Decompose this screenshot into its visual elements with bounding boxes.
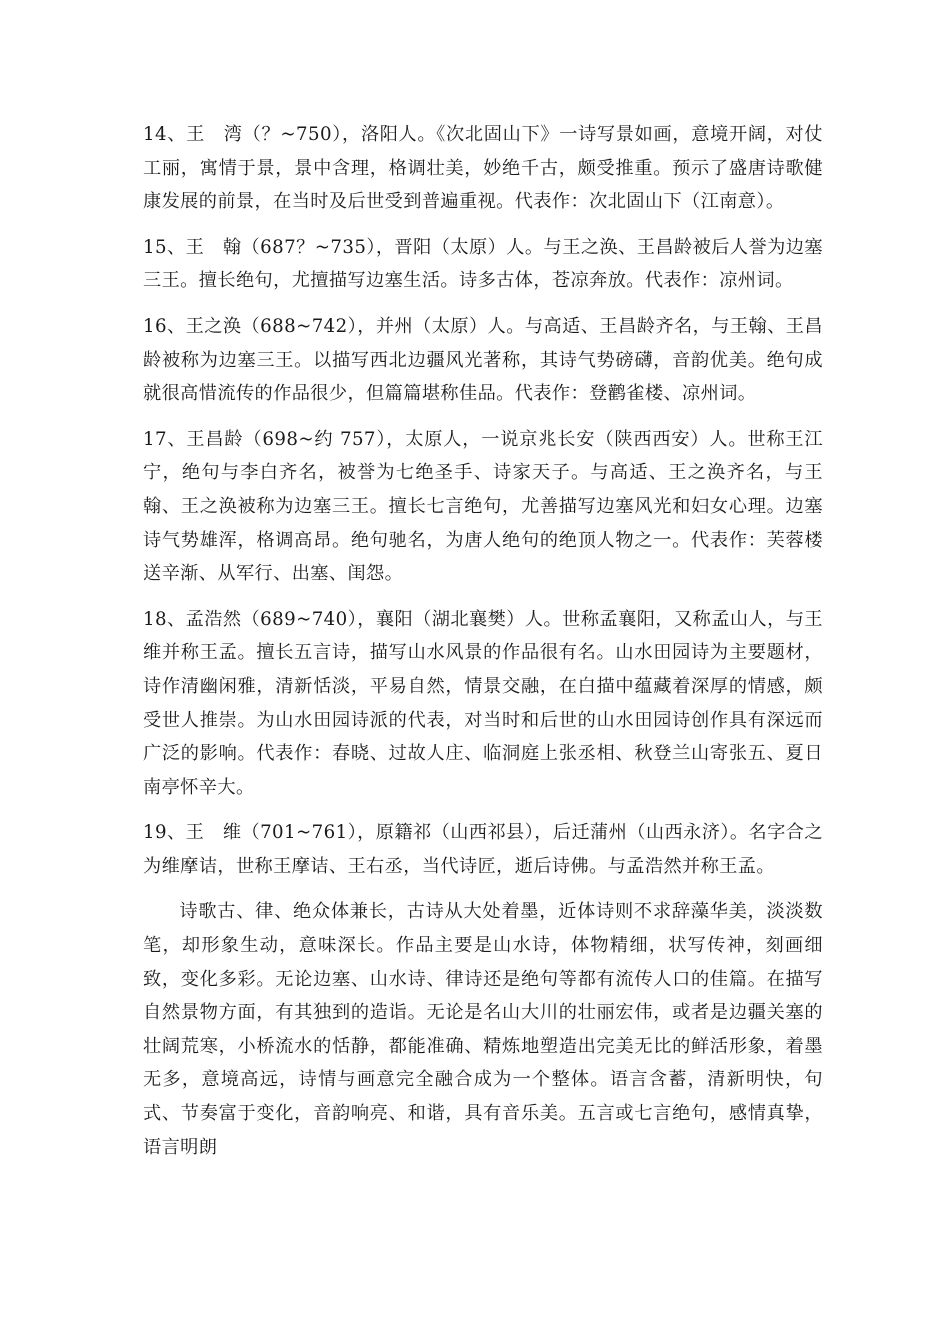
paragraph-meng-haoran: 18、孟浩然（689~740），襄阳（湖北襄樊）人。世称孟襄阳，又称孟山人，与王维并称王孟。擅长五言诗，描写山水风景的作品很有名。山水田园诗为主要题材，诗作清幽闲雅，清新恬淡，平易自然，情景交融，在白描中蕴藏着深厚的情感，颇受世人推崇。为山水田园诗派的代表，对当时和后世的山水田园诗创作具有深远而广泛的影响。代表作：春晓、过故人庄、临洞庭上张丞相、秋登兰山寄张五、夏日南亭怀辛大。 — [143, 608, 823, 798]
paragraph-wang-wei: 19、王 维（701~761），原籍祁（山西祁县），后迁蒲州（山西永济）。名字合之为维摩诘，世称王摩诘、王右丞，当代诗匠，逝后诗佛。与孟浩然并称王孟。 — [143, 822, 823, 877]
paragraph-wang-zhihuan: 16、王之涣（688~742），并州（太原）人。与高适、王昌龄齐名，与王翰、王昌龄被称为边塞三王。以描写西北边疆风光著称，其诗气势磅礴，音韵优美。绝句成就很高惜流传的作品很少，但篇篇堪称佳品。代表作：登鹳雀楼、凉州词。 — [143, 315, 823, 405]
paragraph-wang-changling: 17、王昌龄（698~约 757），太原人，一说京兆长安（陕西西安）人。世称王江宁，绝句与李白齐名，被誉为七绝圣手、诗家天子。与高适、王之涣齐名，与王翰、王之涣被称为边塞三王。擅长七言绝句，尤善描写边塞风光和妇女心理。边塞诗气势雄浑，格调高昂。绝句驰名，为唐人绝句的绝顶人物之一。代表作：芙蓉楼送辛渐、从军行、出塞、闺怨。 — [143, 428, 823, 585]
paragraph-wang-wan: 14、王 湾（？~750），洛阳人。《次北固山下》一诗写景如画，意境开阔，对仗工丽，寓情于景，景中含理，格调壮美，妙绝千古，颇受推重。预示了盛唐诗歌健康发展的前景，在当时及后世受到普遍重视。代表作：次北固山下（江南意）。 — [143, 124, 823, 213]
document-body — [143, 118, 823, 1176]
paragraph-wang-han: 15、王 翰（687？~735），晋阳（太原）人。与王之涣、王昌龄被后人誉为边塞三王。擅长绝句，尤擅描写边塞生活。诗多古体，苍凉奔放。代表作：凉州词。 — [143, 236, 823, 292]
paragraph-wang-wei-poetry: 诗歌古、律、绝众体兼长，古诗从大处着墨，近体诗则不求辞藻华美，淡淡数笔，却形象生动，意味深长。作品主要是山水诗，体物精细，状写传神，刻画细致，变化多彩。无论边塞、山水诗、律诗还是绝句等都有流传人口的佳篇。在描写自然景物方面，有其独到的造诣。无论是名山大川的壮丽宏伟，或者是边疆关塞的壮阔荒寒，小桥流水的恬静，都能准确、精炼地塑造出完美无比的鲜活形象，着墨无多，意境高远，诗情与画意完全融合成为一个整体。语言含蓄，清新明快，句式、节奏富于变化，音韵响亮、和谐，具有音乐美。五言或七言绝句，感情真挚，语言明朗 — [143, 901, 823, 1158]
